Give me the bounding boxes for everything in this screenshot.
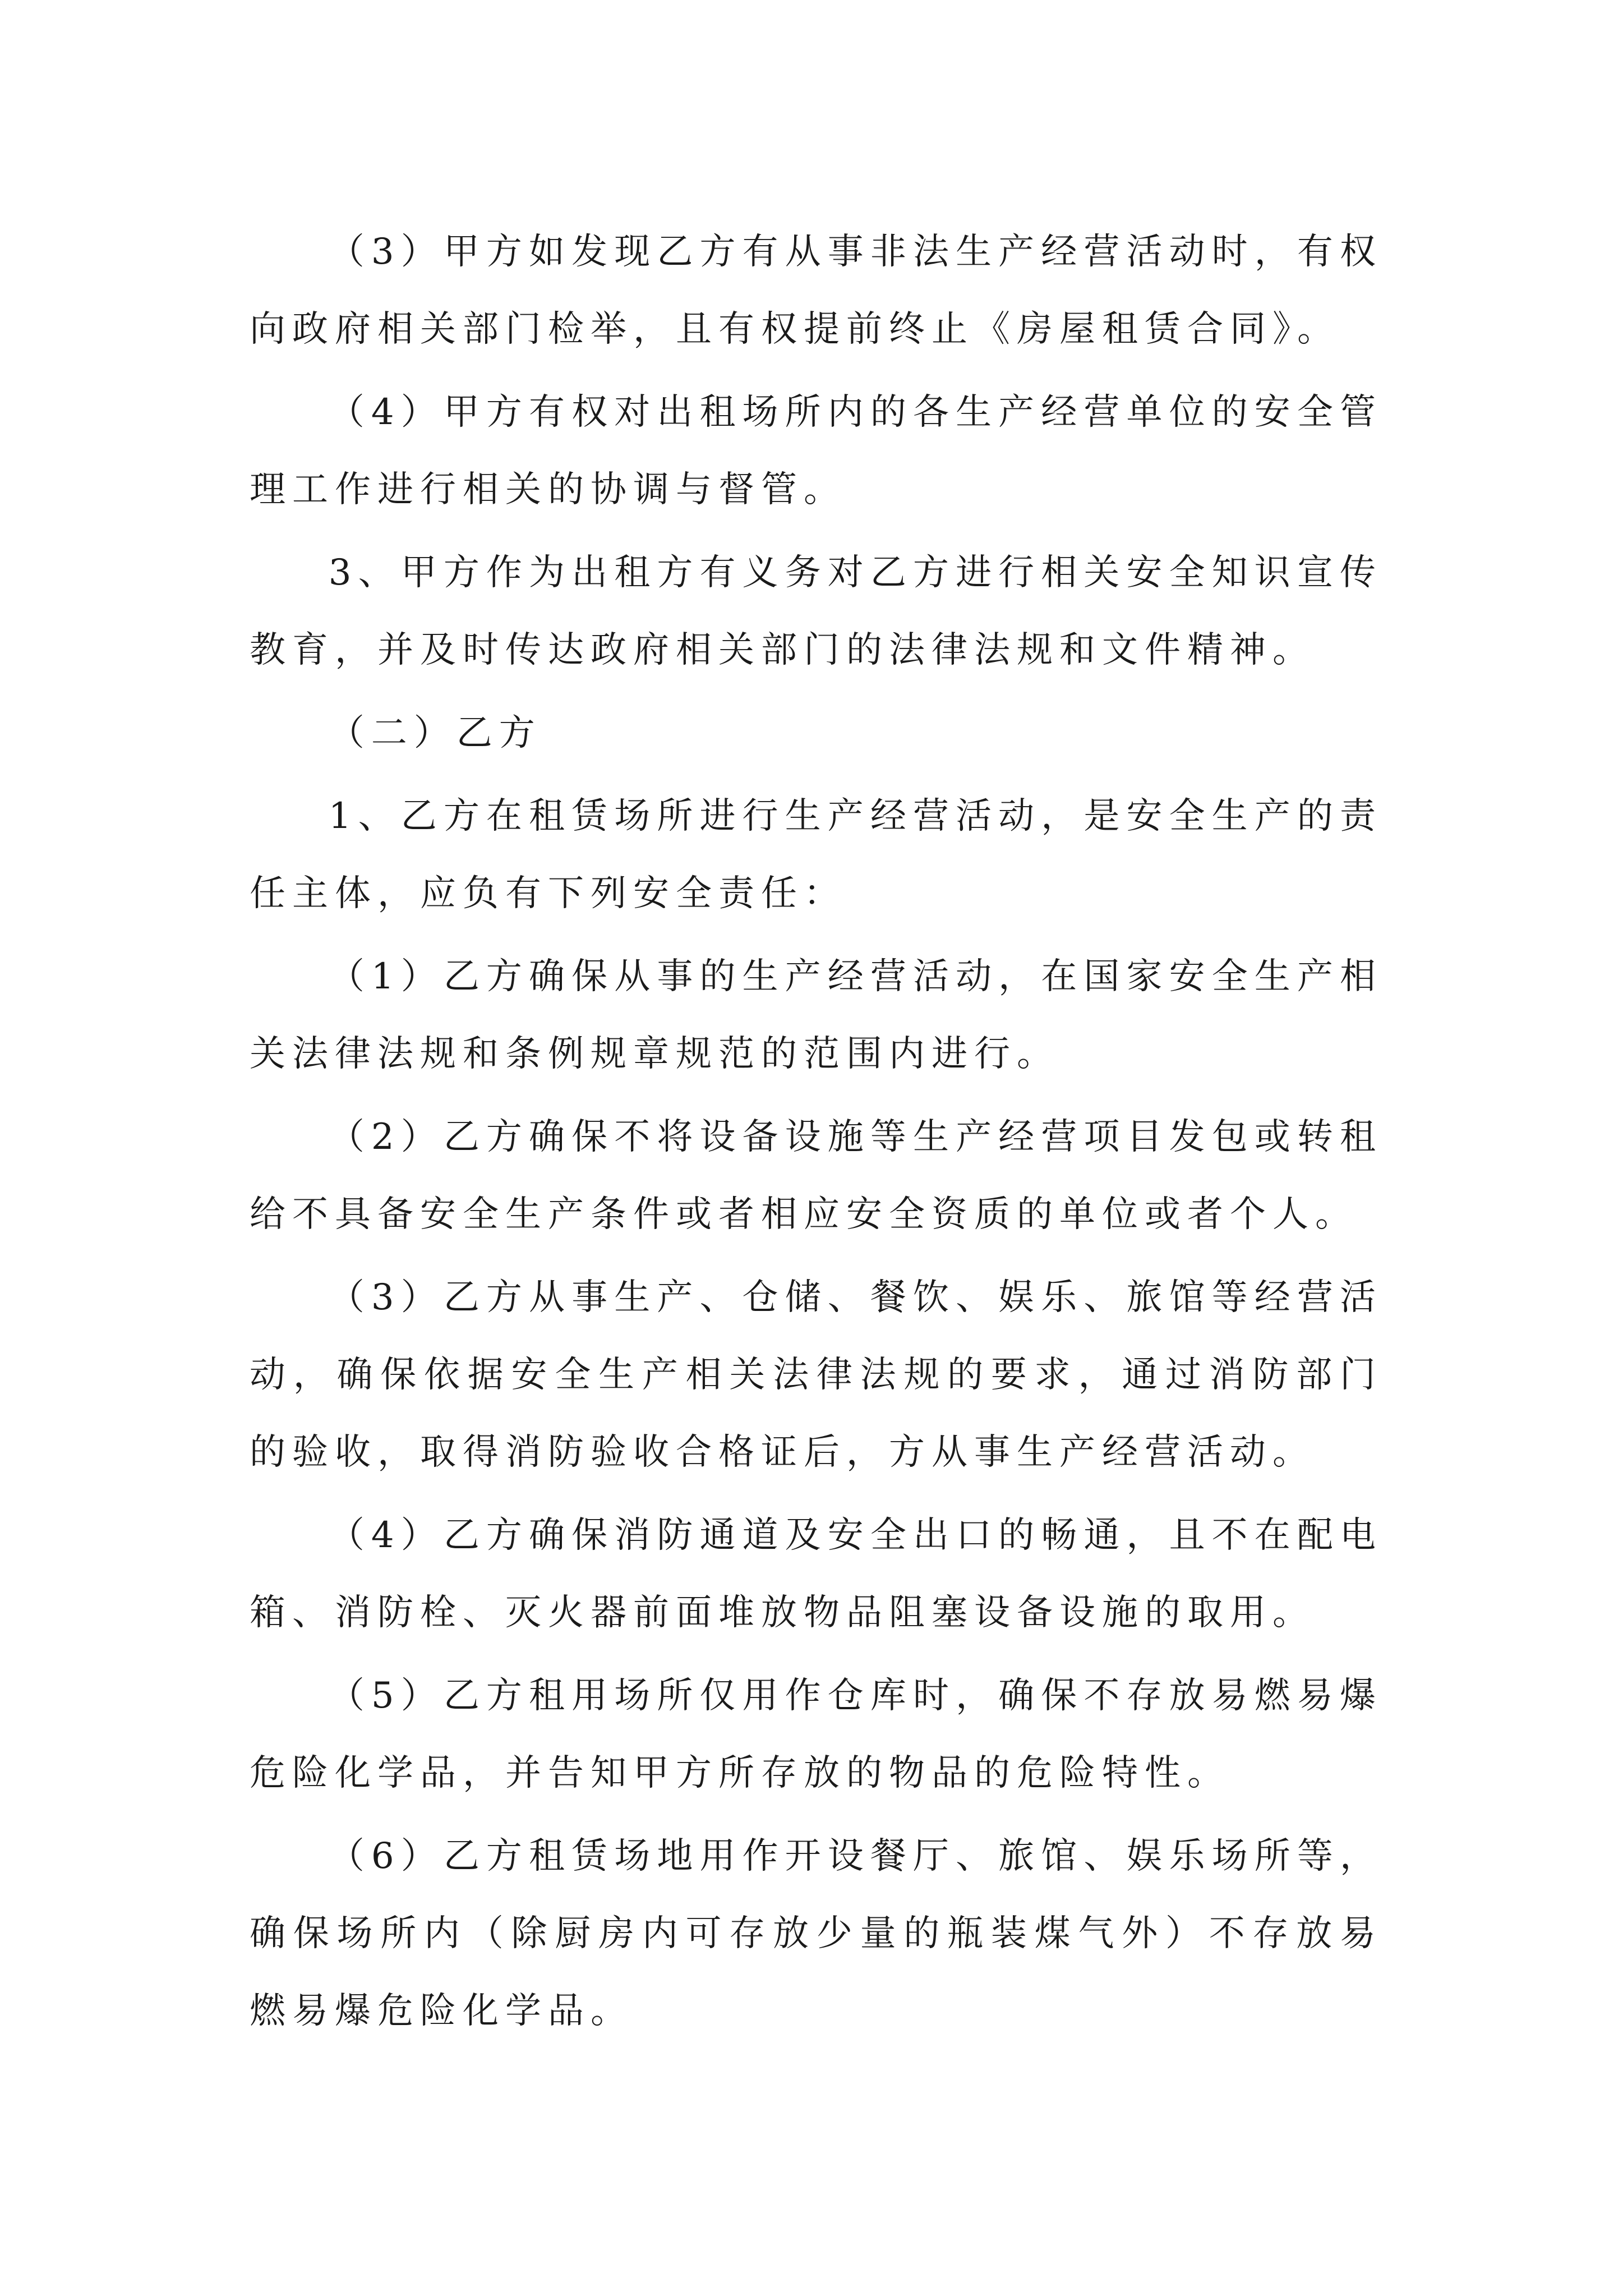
section-heading-party-b: （二）乙方	[328, 712, 542, 754]
paragraph-party-a-clause-3: 3、甲方作为出租方有义务对乙方进行相关安全知识宣传教育，并及时传达政府相关部门的法律法规和文件精神。	[250, 552, 1382, 671]
paragraph-party-a-item-3: （3）甲方如发现乙方有从事非法生产经营活动时，有权向政府相关部门检举，且有权提前终止《房屋租赁合同》。	[250, 231, 1382, 350]
paragraph-party-a-item-4: （4）甲方有权对出租场所内的各生产经营单位的安全管理工作进行相关的协调与督管。	[250, 392, 1382, 510]
paragraph-party-b-clause-1: 1、乙方在租赁场所进行生产经营活动，是安全生产的责任主体，应负有下列安全责任：	[250, 795, 1382, 914]
paragraph-party-b-item-4: （4）乙方确保消防通道及安全出口的畅通，且不在配电箱、消防栓、灭火器前面堆放物品阻塞设备设施的取用。	[250, 1515, 1382, 1634]
paragraph-party-b-item-3: （3）乙方从事生产、仓储、餐饮、娱乐、旅馆等经营活动，确保依据安全生产相关法律法规的要求，通过消防部门的验收，取得消防验收合格证后，方从事生产经营活动。	[250, 1277, 1382, 1473]
paragraph-party-b-item-5: （5）乙方租用场所仅用作仓库时，确保不存放易燃易爆危险化学品，并告知甲方所存放的物品的危险特性。	[250, 1675, 1382, 1794]
paragraph-party-b-item-1: （1）乙方确保从事的生产经营活动，在国家安全生产相关法律法规和条例规章规范的范围内进行。	[250, 956, 1382, 1075]
document-body	[250, 213, 1382, 2050]
paragraph-party-b-item-6: （6）乙方租赁场地用作开设餐厅、旅馆、娱乐场所等，确保场所内（除厨房内可存放少量的瓶装煤气外）不存放易燃易爆危险化学品。	[250, 1835, 1382, 2032]
paragraph-party-b-item-2: （2）乙方确保不将设备设施等生产经营项目发包或转租给不具备安全生产条件或者相应安全资质的单位或者个人。	[250, 1116, 1382, 1235]
